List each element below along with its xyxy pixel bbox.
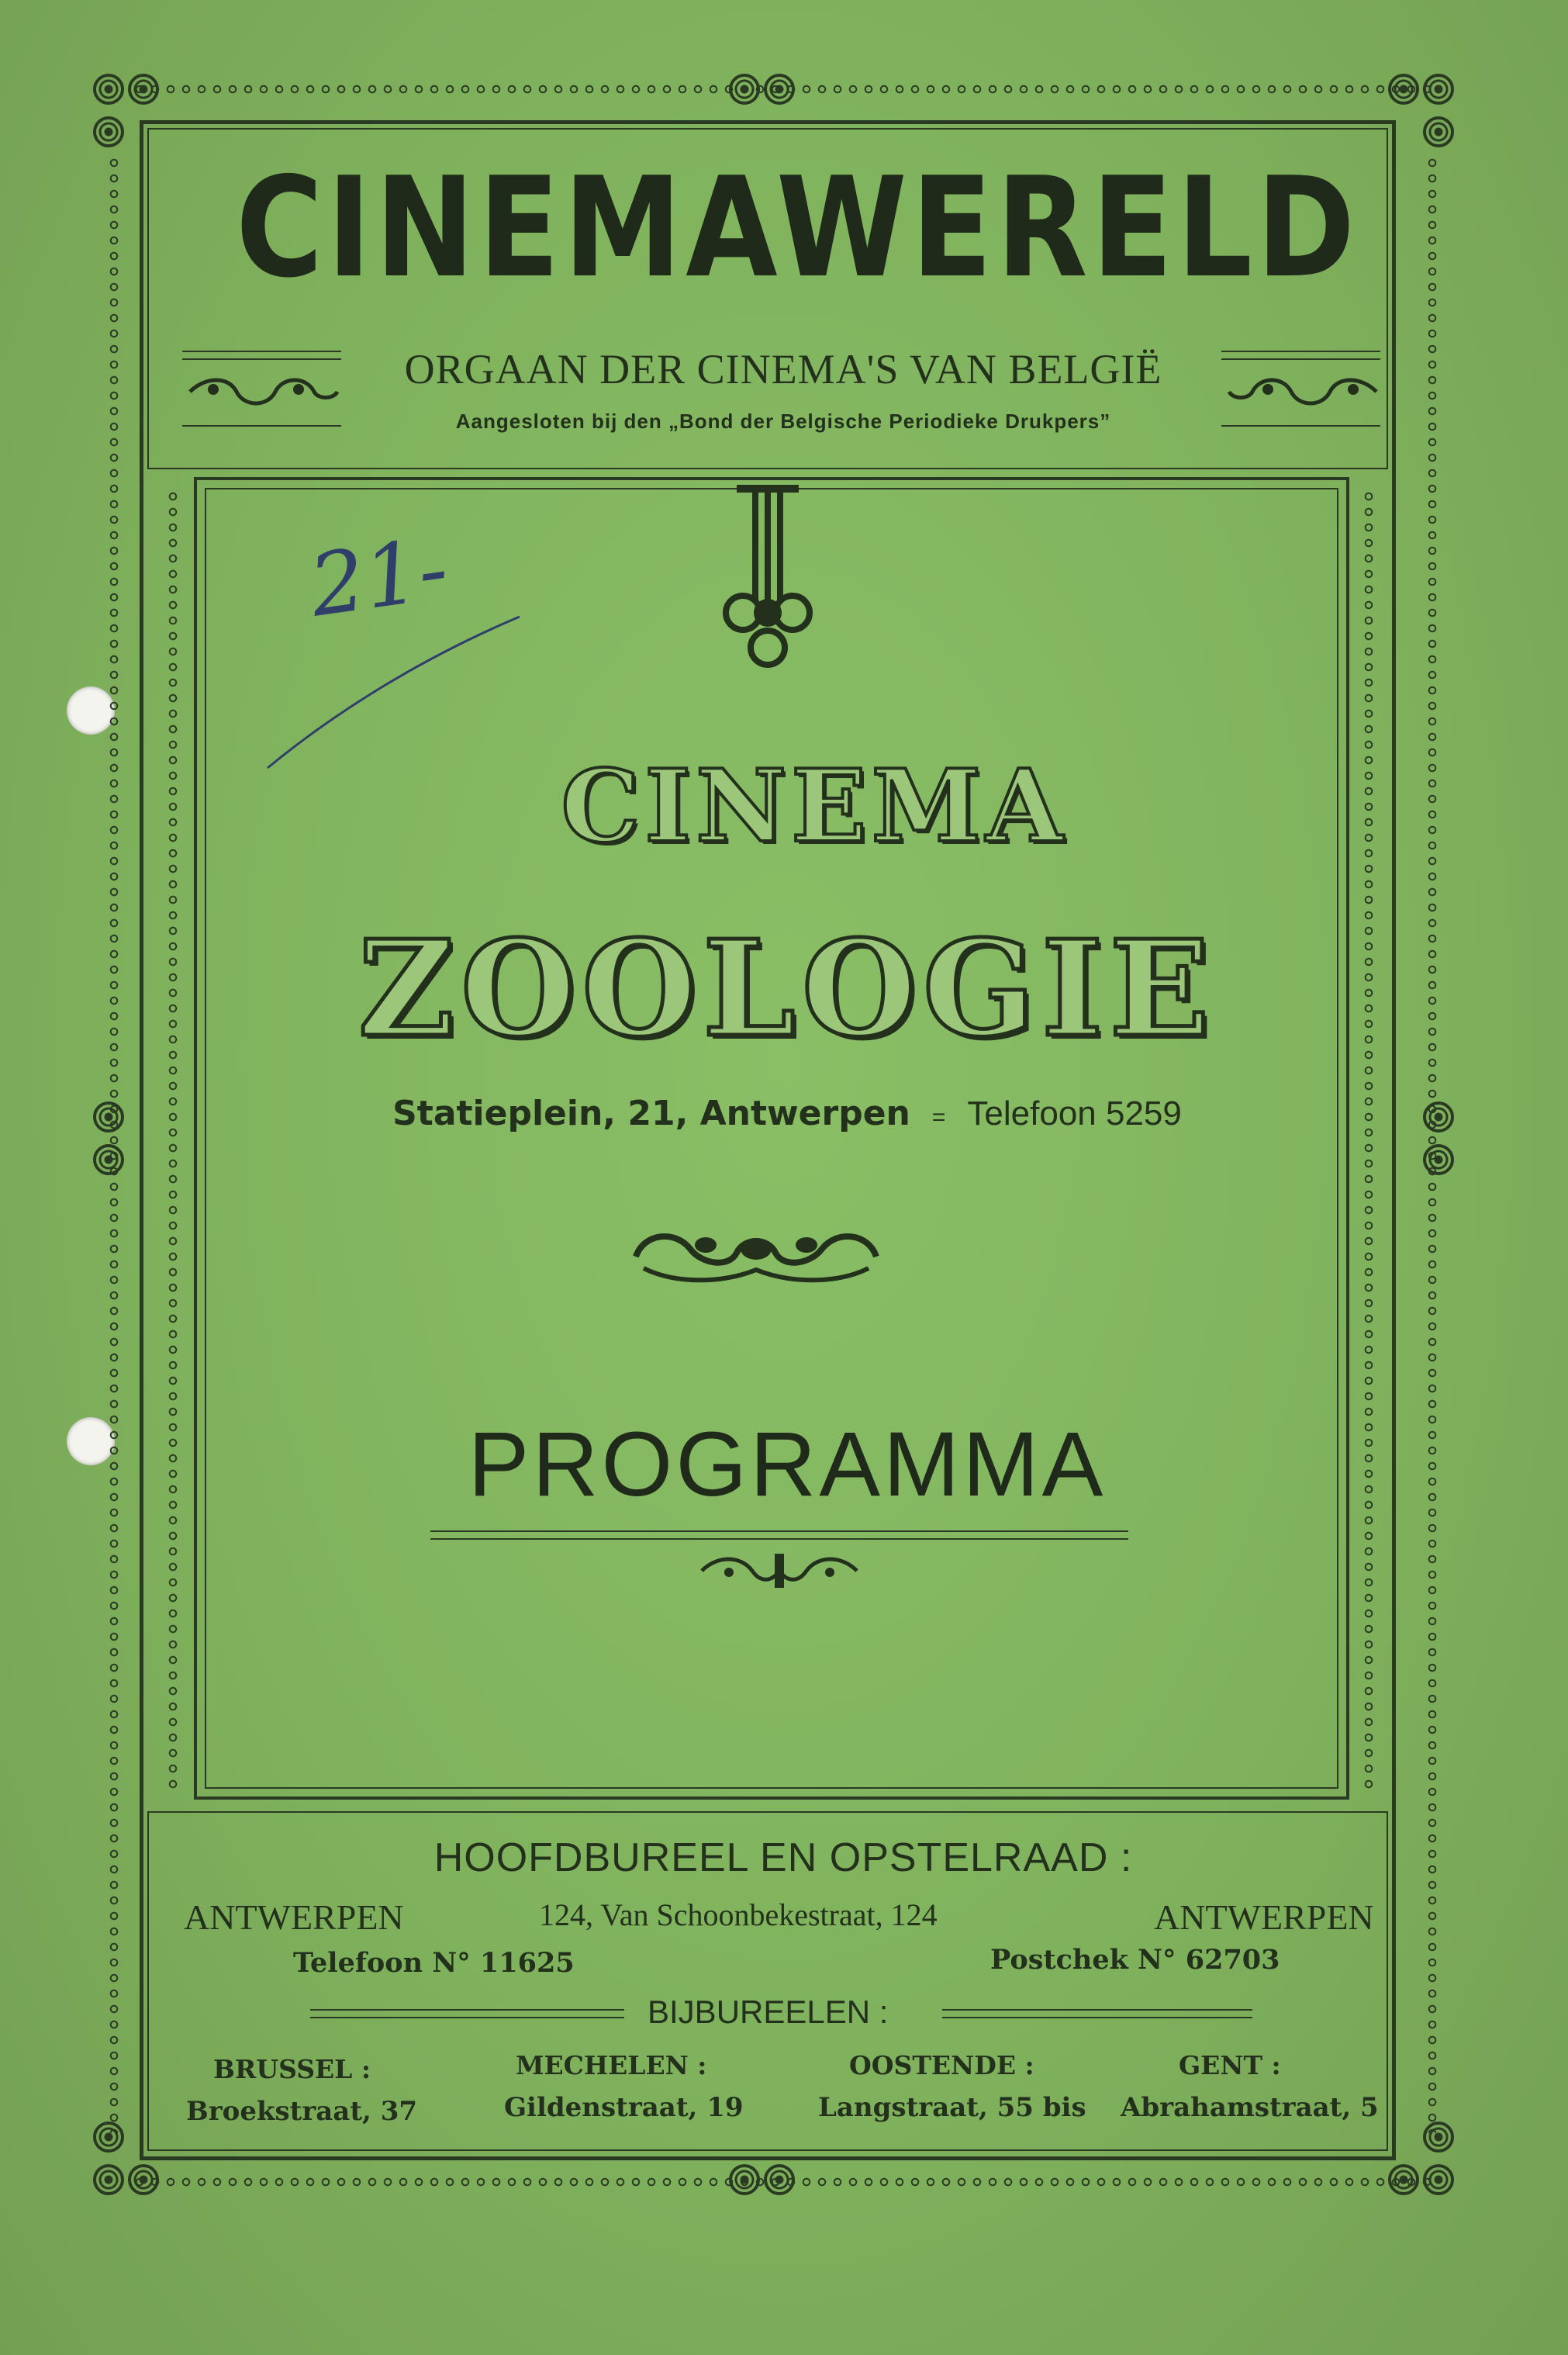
- footer-bijbureelen: BIJBUREELEN :: [648, 1994, 889, 2030]
- bijbureelen-rule-left-2: [310, 2017, 624, 2018]
- footer-city-right: ANTWERPEN: [1154, 1897, 1374, 1937]
- address-separator: =: [931, 1105, 946, 1130]
- bijbureelen-rule-right-2: [942, 2017, 1252, 2018]
- branch-city: MECHELEN :: [516, 2050, 707, 2080]
- programma-flourish-icon: [694, 1548, 865, 1594]
- cinema-phone: Telefoon 5259: [967, 1095, 1182, 1133]
- programma-heading: PROGRAMMA: [468, 1413, 1107, 1516]
- corner-rosette-top-left-2: [128, 74, 159, 105]
- side-rosette-right-2: [1423, 1144, 1454, 1175]
- corner-rosette-top-left: [93, 74, 124, 105]
- punch-hole-top: [67, 686, 115, 735]
- masthead-rule-left-1: [182, 351, 341, 352]
- leaf-ornament-icon: [628, 1222, 884, 1292]
- footer-telefoon: Telefoon N° 11625: [293, 1947, 575, 1979]
- top-center-rosette: [729, 74, 760, 105]
- footer-street: 124, Van Schoonbekestraat, 124: [539, 1897, 938, 1932]
- masthead-rule-right-2: [1221, 358, 1380, 360]
- bottom-center-rosette-2: [764, 2164, 795, 2195]
- masthead-rule-bottom-left: [182, 425, 341, 427]
- bijbureelen-rule-left-1: [310, 2009, 624, 2011]
- side-rosette-left-2: [93, 1144, 124, 1175]
- bottom-center-rosette: [729, 2164, 760, 2195]
- corner-rosette-bottom-right-3: [1423, 2122, 1454, 2153]
- masthead-rule-bottom-right: [1221, 425, 1380, 427]
- side-rosette-right: [1423, 1101, 1454, 1133]
- corner-rosette-top-right: [1388, 74, 1419, 105]
- masthead-subtitle: ORGAAN DER CINEMA'S VAN BELGIË: [404, 346, 1162, 392]
- panel-dots-left: [168, 489, 178, 1792]
- programma-rule-1: [430, 1530, 1128, 1532]
- programma-rule-2: [430, 1538, 1128, 1540]
- pendant-ornament-icon: [698, 485, 838, 679]
- corner-rosette-top-right-2: [1423, 74, 1454, 105]
- branch-address: Broekstraat, 37: [186, 2096, 418, 2127]
- footer-title: HOOFDBUREEL EN OPSTELRAAD :: [433, 1835, 1133, 1880]
- corner-rosette-bottom-right: [1388, 2164, 1419, 2195]
- corner-rosette-top-left-3: [93, 116, 124, 147]
- corner-rosette-bottom-right-2: [1423, 2164, 1454, 2195]
- masthead-title: CINEMAWERELD: [236, 147, 1359, 308]
- branch-address: Langstraat, 55 bis: [818, 2092, 1086, 2123]
- side-rosette-left: [93, 1101, 124, 1133]
- branch-city: BRUSSEL :: [213, 2054, 371, 2084]
- bijbureelen-rule-right-1: [942, 2009, 1252, 2011]
- branch-city: GENT :: [1179, 2050, 1281, 2080]
- flourish-right-icon: [1221, 372, 1384, 411]
- footer-city-left: ANTWERPEN: [184, 1897, 404, 1937]
- masthead-affiliation: Aangesloten bij den „Bond der Belgische Periodieke Drukpers”: [455, 410, 1111, 433]
- flourish-left-icon: [182, 372, 345, 411]
- branch-city: OOSTENDE :: [849, 2050, 1034, 2080]
- corner-rosette-top-right-3: [1423, 116, 1454, 147]
- cinema-name: ZOOLOGIE: [357, 911, 1217, 1067]
- corner-rosette-bottom-left-3: [128, 2164, 159, 2195]
- masthead-rule-right-1: [1221, 351, 1380, 352]
- top-center-rosette-2: [764, 74, 795, 105]
- corner-rosette-bottom-left: [93, 2122, 124, 2153]
- cinema-address-line: [256, 1094, 1318, 1133]
- masthead-rule-left-2: [182, 358, 341, 360]
- cinema-label: CINEMA: [561, 749, 1068, 865]
- cinema-address: Statieplein, 21, Antwerpen: [392, 1094, 910, 1133]
- branch-address: Abrahamstraat, 5: [1121, 2092, 1379, 2123]
- footer-postchek: Postchek N° 62703: [990, 1944, 1280, 1976]
- handwritten-note: 21-: [303, 518, 454, 636]
- branch-address: Gildenstraat, 19: [504, 2092, 744, 2123]
- panel-dots-right: [1363, 489, 1374, 1792]
- corner-rosette-bottom-left-2: [93, 2164, 124, 2195]
- punch-hole-bottom: [67, 1417, 115, 1465]
